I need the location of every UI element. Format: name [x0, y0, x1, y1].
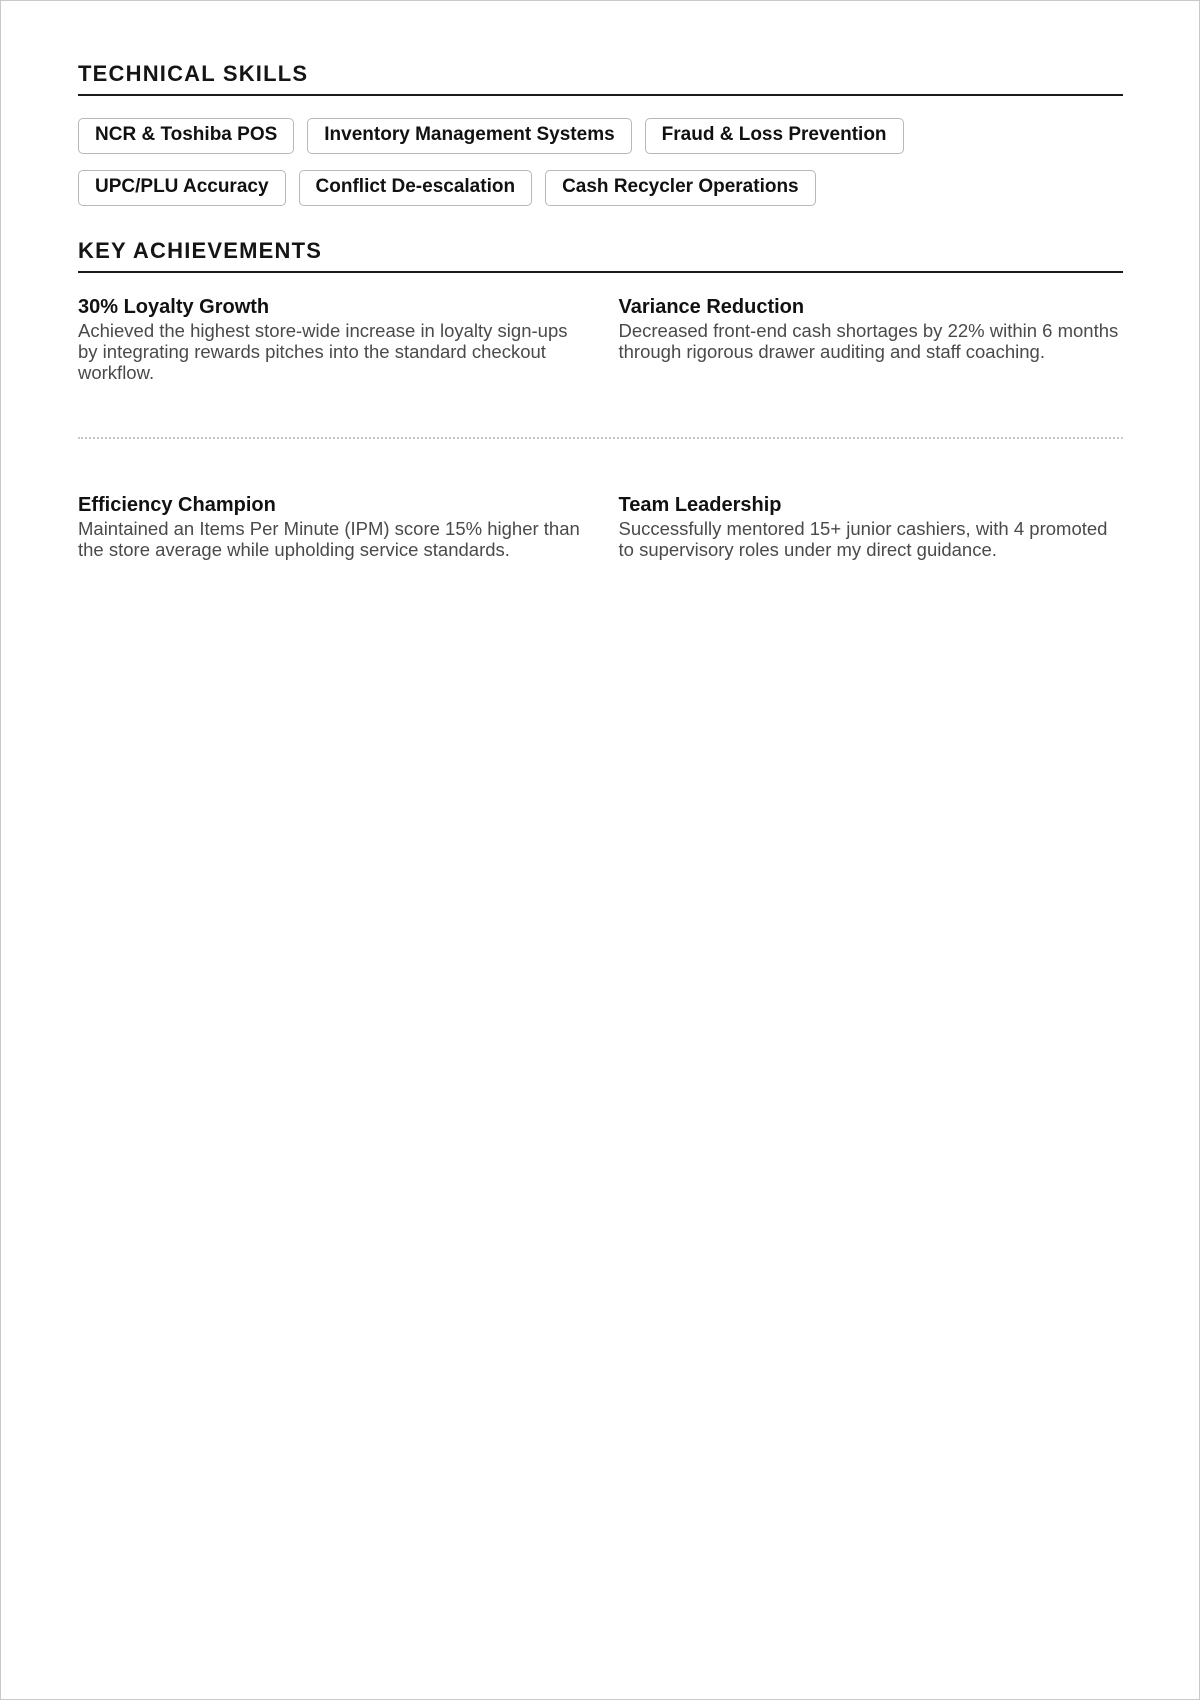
achievement-title: Efficiency Champion: [78, 494, 276, 516]
achievement-item: [619, 295, 1124, 383]
achievement-description: Maintained an Items Per Minute (IPM) score 15% higher than the store average while upholding service standards.: [78, 518, 580, 560]
achievement-description: Decreased front-end cash shortages by 22% within 6 months through rigorous drawer auditing and staff coaching.: [618, 320, 1119, 362]
achievement-item: [619, 493, 1124, 560]
section-title-key-achievements: KEY ACHIEVEMENTS: [78, 238, 1123, 273]
section-title-technical-skills: TECHNICAL SKILLS: [78, 61, 1123, 96]
achievement-title: Variance Reduction: [618, 296, 805, 318]
achievement-title: Team Leadership: [618, 494, 782, 516]
achievement-item: [78, 493, 583, 560]
dotted-divider: [78, 437, 1123, 439]
skills-tag-list: [78, 118, 1123, 206]
skill-tag: Inventory Management Systems: [307, 118, 631, 154]
skill-tag: NCR & Toshiba POS: [78, 118, 294, 154]
achievements-row: [78, 295, 1123, 383]
achievement-item: [78, 295, 583, 383]
achievements-row: [78, 493, 1123, 560]
skill-tag: Fraud & Loss Prevention: [645, 118, 904, 154]
key-achievements-section: [78, 238, 1123, 560]
achievement-title: 30% Loyalty Growth: [78, 296, 270, 318]
technical-skills-section: [78, 61, 1123, 206]
skill-tag: Cash Recycler Operations: [545, 170, 816, 206]
achievement-description: Achieved the highest store-wide increase in loyalty sign-ups by integrating rewards pitches into the standard checkout workflow.: [78, 320, 568, 383]
achievement-description: Successfully mentored 15+ junior cashiers, with 4 promoted to supervisory roles under my direct guidance.: [618, 518, 1108, 560]
skill-tag: UPC/PLU Accuracy: [78, 170, 286, 206]
skill-tag: Conflict De-escalation: [299, 170, 533, 206]
